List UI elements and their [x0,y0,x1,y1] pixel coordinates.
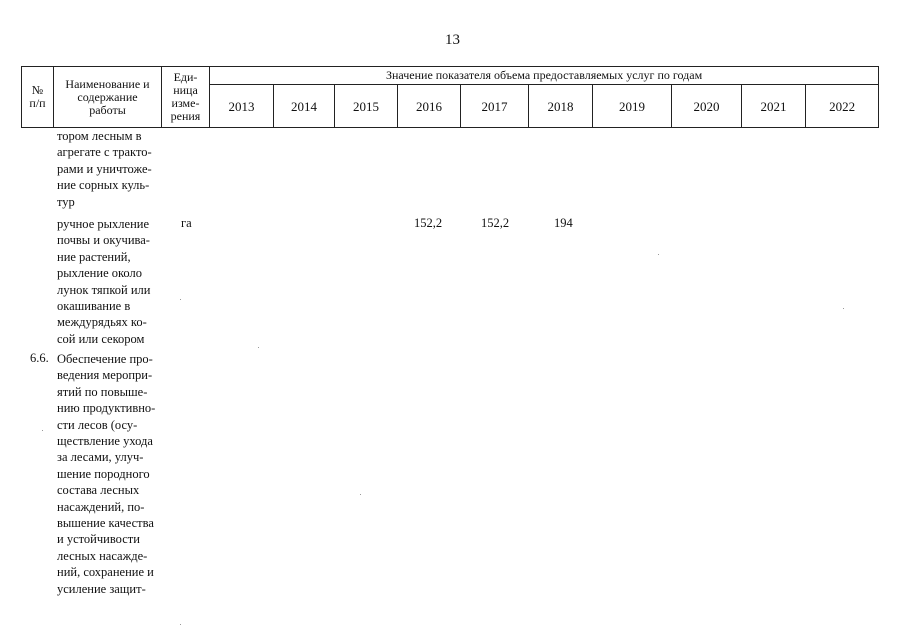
year-header: 2015 [335,85,398,128]
scan-speck [42,430,43,431]
table-cell-value-2018: 194 [554,216,573,230]
scan-speck [843,308,844,309]
year-header: 2020 [672,85,742,128]
table-cell-unit: га [181,216,192,230]
table-row-name-manual-loosening: ручное рыхление почвы и окучива- ние растений, рыхление около лунок тяпкой или окашивание в междурядьях ко- сой или секором [57,217,151,346]
year-header: 2016 [398,85,461,128]
col-header-group-title: Значение показателя объема предоставляемых услуг по годам [210,67,879,85]
page-number: 13 [445,32,460,48]
scan-speck [360,494,361,495]
year-header: 2013 [210,85,274,128]
table-cell-value-2017: 152,2 [481,216,510,230]
year-header: 2017 [461,85,529,128]
scan-speck [180,624,181,625]
year-header: 2018 [529,85,593,128]
col-header-number: № п/п [22,67,54,128]
table-cell-value-2016: 152,2 [414,216,443,230]
scan-speck [180,299,181,300]
scan-speck [658,254,659,255]
year-header: 2014 [274,85,335,128]
table-header [21,66,879,128]
year-header: 2022 [806,85,879,128]
scan-speck [258,347,259,348]
col-header-name: Наименование и содержание работы [54,67,162,128]
table-cell-number: 6.6. [30,351,49,365]
table-row-name-6-6: Обеспечение про- ведения меропри- ятий по повыше- нию продуктивно- сти лесов (осу- ществление ухода за лесами, улуч- шение породного состава лесных насаждений, по- вышение качества и устойчивости лесных насажде- ний, сохранение и усиление защит- [57,352,156,596]
year-header: 2021 [742,85,806,128]
col-header-unit: Еди- ница изме- рения [162,67,210,128]
year-header: 2019 [593,85,672,128]
table-row-name-continuation: тором лесным в агрегате с тракто- рами и уничтоже- ние сорных куль- тур [57,129,152,209]
